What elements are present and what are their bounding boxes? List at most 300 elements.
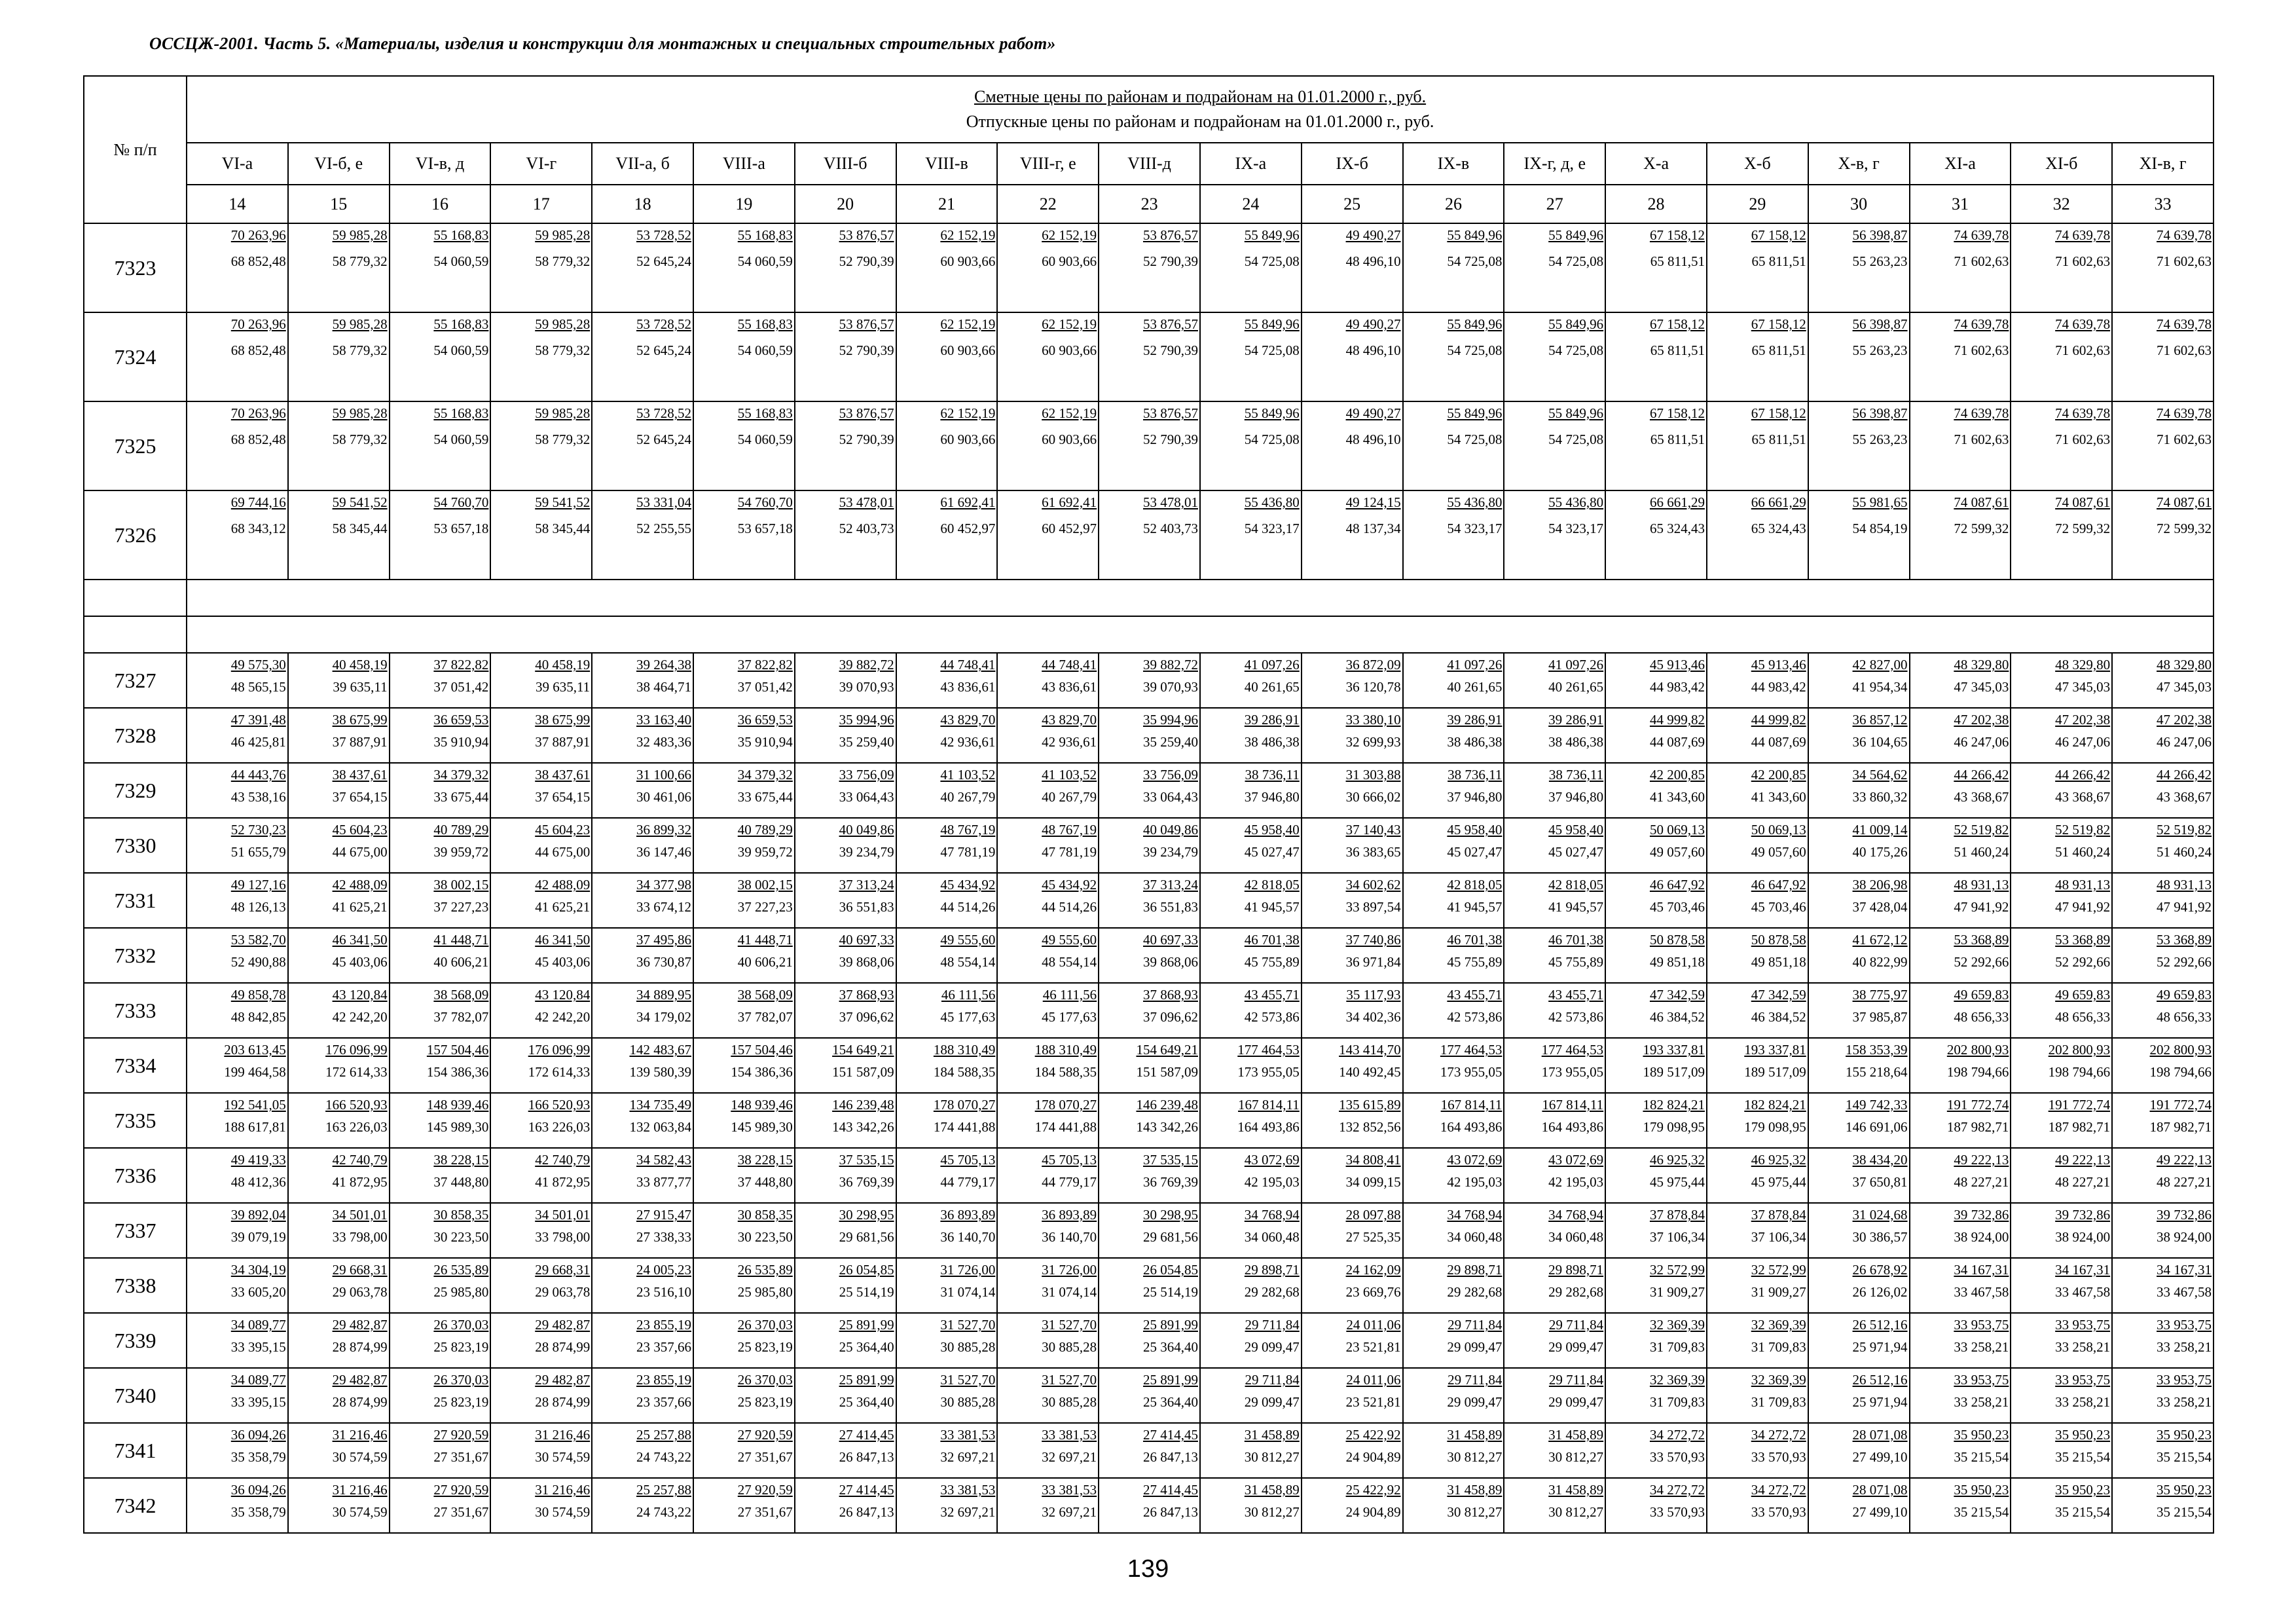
- column-number-header: 33: [2112, 185, 2214, 223]
- estimate-price: 46 111,56: [1042, 987, 1097, 1003]
- release-price: 45 975,44: [1751, 1174, 1806, 1190]
- price-cell: [1808, 1093, 1910, 1148]
- price-cell: [187, 1093, 288, 1148]
- price-cell: [1605, 1038, 1707, 1093]
- estimate-price: 61 692,41: [1042, 494, 1097, 510]
- release-price: 36 551,83: [839, 899, 894, 915]
- release-price: 25 514,19: [1142, 1284, 1198, 1300]
- region-header: X-в, г: [1808, 143, 1910, 185]
- table-row: [84, 873, 2214, 928]
- estimate-price: 74 639,78: [2157, 405, 2212, 421]
- estimate-price: 31 458,89: [1244, 1427, 1300, 1443]
- price-cell: [896, 983, 998, 1038]
- release-price: 25 364,40: [839, 1339, 894, 1355]
- estimate-price: 24 011,06: [1346, 1317, 1401, 1333]
- estimate-price: 29 668,31: [535, 1262, 591, 1278]
- estimate-price: 53 876,57: [839, 227, 894, 243]
- price-cell: [1403, 1478, 1504, 1533]
- release-price: 29 681,56: [839, 1229, 894, 1245]
- estimate-price: 24 011,06: [1346, 1372, 1401, 1388]
- release-price: 37 096,62: [1142, 1009, 1198, 1025]
- estimate-price: 46 647,92: [1649, 877, 1705, 893]
- estimate-price: 74 639,78: [1954, 405, 2009, 421]
- release-price: 37 946,80: [1244, 789, 1300, 805]
- estimate-price: 49 490,27: [1345, 316, 1401, 332]
- release-price: 35 259,40: [839, 734, 894, 750]
- price-cell: [2112, 1038, 2214, 1093]
- estimate-price: 74 639,78: [2055, 227, 2111, 243]
- estimate-price: 53 876,57: [839, 316, 894, 332]
- price-cell: [592, 763, 693, 818]
- price-cell: [1099, 1313, 1200, 1368]
- release-price: 33 570,93: [1751, 1449, 1806, 1465]
- price-table: [83, 75, 2214, 1534]
- release-price: 45 755,89: [1447, 954, 1503, 970]
- estimate-price: 176 096,99: [528, 1042, 591, 1058]
- estimate-price: 43 455,71: [1548, 987, 1604, 1003]
- estimate-price: 67 158,12: [1649, 405, 1705, 421]
- release-price: 37 946,80: [1548, 789, 1604, 805]
- release-price: 36 769,39: [1142, 1174, 1198, 1190]
- release-price: 39 635,11: [535, 679, 591, 695]
- price-cell: [2112, 1093, 2214, 1148]
- estimate-price: 31 458,89: [1548, 1482, 1604, 1498]
- release-price: 52 292,66: [1954, 954, 2009, 970]
- estimate-price: 39 882,72: [1142, 657, 1198, 673]
- estimate-price: 188 310,49: [1034, 1042, 1097, 1058]
- price-cell: [490, 1423, 592, 1478]
- release-price: 48 656,33: [2157, 1009, 2212, 1025]
- release-price: 71 602,63: [2157, 342, 2212, 358]
- price-cell: [288, 1313, 390, 1368]
- estimate-price: 38 775,97: [1852, 987, 1908, 1003]
- release-price: 25 364,40: [1142, 1339, 1198, 1355]
- release-price: 29 282,68: [1244, 1284, 1300, 1300]
- release-price: 44 675,00: [332, 844, 388, 860]
- price-cell: [2011, 1093, 2112, 1148]
- estimate-price: 134 735,49: [629, 1097, 691, 1113]
- price-cell: [1200, 312, 1302, 401]
- price-cell: [1099, 1038, 1200, 1093]
- release-price: 38 486,38: [1548, 734, 1604, 750]
- price-cell: [1099, 401, 1200, 490]
- price-cell: [1099, 312, 1200, 401]
- table-row: [84, 1368, 2214, 1423]
- release-price: 58 779,32: [332, 432, 388, 447]
- estimate-price: 36 872,09: [1345, 657, 1401, 673]
- release-price: 28 874,99: [332, 1339, 388, 1355]
- price-cell: [592, 1258, 693, 1313]
- release-price: 29 099,47: [1244, 1394, 1300, 1410]
- estimate-price: 49 222,13: [2157, 1152, 2212, 1168]
- price-cell: [2011, 1368, 2112, 1423]
- price-cell: [490, 1093, 592, 1148]
- price-cell: [693, 1038, 795, 1093]
- estimate-price: 39 892,04: [230, 1207, 286, 1223]
- estimate-price: 54 760,70: [737, 494, 793, 510]
- price-cell: [1200, 1423, 1302, 1478]
- release-price: 25 823,19: [433, 1339, 489, 1355]
- release-price: 38 924,00: [2157, 1229, 2212, 1245]
- estimate-price: 47 342,59: [1751, 987, 1806, 1003]
- release-price: 30 812,27: [1548, 1449, 1604, 1465]
- estimate-price: 31 303,88: [1345, 767, 1401, 783]
- price-cell: [592, 653, 693, 708]
- price-cell: [795, 1313, 896, 1368]
- estimate-price: 49 222,13: [2055, 1152, 2111, 1168]
- price-cell: [592, 1093, 693, 1148]
- estimate-price: 56 398,87: [1852, 227, 1908, 243]
- estimate-price: 49 659,83: [2157, 987, 2212, 1003]
- price-cell: [1910, 1093, 2011, 1148]
- release-price: 23 669,76: [1345, 1284, 1401, 1300]
- estimate-price: 67 158,12: [1649, 316, 1705, 332]
- release-price: 54 323,17: [1244, 521, 1300, 536]
- price-cell: [997, 1478, 1099, 1533]
- price-cell: [1707, 1038, 1808, 1093]
- row-number: 7333: [84, 983, 187, 1038]
- price-cell: [1200, 928, 1302, 983]
- price-cell: [288, 818, 390, 873]
- price-cell: [1605, 1313, 1707, 1368]
- estimate-price: 55 168,83: [433, 227, 489, 243]
- estimate-price: 34 304,19: [230, 1262, 286, 1278]
- row-number: 7335: [84, 1093, 187, 1148]
- price-cell: [1099, 653, 1200, 708]
- release-price: 31 909,27: [1751, 1284, 1806, 1300]
- release-price: 33 258,21: [2055, 1394, 2111, 1410]
- estimate-price: 45 434,92: [940, 877, 996, 893]
- price-cell: [1910, 873, 2011, 928]
- price-cell: [693, 873, 795, 928]
- release-price: 33 258,21: [2157, 1339, 2212, 1355]
- estimate-price: 148 939,46: [731, 1097, 793, 1113]
- estimate-price: 39 286,91: [1447, 712, 1503, 728]
- estimate-price: 53 876,57: [1142, 227, 1198, 243]
- estimate-price: 167 814,11: [1542, 1097, 1604, 1113]
- estimate-price: 31 024,68: [1852, 1207, 1908, 1223]
- estimate-price: 29 711,84: [1448, 1317, 1503, 1333]
- estimate-price: 28 071,08: [1852, 1482, 1908, 1498]
- release-price: 172 614,33: [528, 1064, 591, 1080]
- release-price: 198 794,66: [1946, 1064, 2009, 1080]
- estimate-price: 40 697,33: [839, 932, 894, 948]
- price-cell: [1808, 928, 1910, 983]
- estimate-price: 34 602,62: [1345, 877, 1401, 893]
- release-price: 60 903,66: [1042, 342, 1097, 358]
- table-row: [84, 818, 2214, 873]
- price-cell: [795, 490, 896, 580]
- price-cell: [2011, 1423, 2112, 1478]
- estimate-price: 37 868,93: [839, 987, 894, 1003]
- price-cell: [2112, 708, 2214, 763]
- empty-cell: [187, 616, 2214, 653]
- price-cell: [1200, 763, 1302, 818]
- price-cell: [288, 490, 390, 580]
- price-cell: [1707, 928, 1808, 983]
- estimate-price: 37 822,82: [433, 657, 489, 673]
- estimate-price: 26 678,92: [1852, 1262, 1908, 1278]
- price-cell: [390, 312, 491, 401]
- estimate-price: 49 858,78: [230, 987, 286, 1003]
- row-number: 7336: [84, 1148, 187, 1203]
- estimate-price: 35 117,93: [1346, 987, 1401, 1003]
- price-cell: [490, 818, 592, 873]
- estimate-price: 29 482,87: [535, 1317, 591, 1333]
- price-cell: [187, 1038, 288, 1093]
- release-price: 48 227,21: [2055, 1174, 2111, 1190]
- price-cell: [1605, 223, 1707, 312]
- estimate-price: 43 072,69: [1244, 1152, 1300, 1168]
- release-price: 38 486,38: [1244, 734, 1300, 750]
- estimate-price: 33 381,53: [940, 1427, 996, 1443]
- release-price: 37 106,34: [1751, 1229, 1806, 1245]
- release-price: 52 403,73: [839, 521, 894, 536]
- estimate-price: 37 535,15: [839, 1152, 894, 1168]
- price-cell: [896, 1258, 998, 1313]
- price-cell: [997, 1093, 1099, 1148]
- estimate-price: 32 369,39: [1751, 1372, 1806, 1388]
- release-price: 45 177,63: [940, 1009, 996, 1025]
- release-price: 47 941,92: [1954, 899, 2009, 915]
- estimate-price: 74 087,61: [1954, 494, 2009, 510]
- estimate-price: 55 849,96: [1548, 405, 1604, 421]
- price-cell: [896, 1368, 998, 1423]
- release-price: 52 790,39: [839, 253, 894, 269]
- price-cell: [2011, 763, 2112, 818]
- table-body-group-a: [84, 223, 2214, 580]
- price-cell: [896, 312, 998, 401]
- price-cell: [1200, 490, 1302, 580]
- estimate-price: 37 878,84: [1751, 1207, 1806, 1223]
- release-price: 39 079,19: [230, 1229, 286, 1245]
- release-price: 49 851,18: [1649, 954, 1705, 970]
- price-cell: [1707, 1203, 1808, 1258]
- price-cell: [1808, 1038, 1910, 1093]
- estimate-price: 35 994,96: [1142, 712, 1198, 728]
- price-cell: [1707, 708, 1808, 763]
- release-price: 30 574,59: [332, 1504, 388, 1520]
- price-cell: [490, 1258, 592, 1313]
- estimate-price: 55 849,96: [1244, 405, 1300, 421]
- estimate-price: 53 368,89: [1954, 932, 2009, 948]
- estimate-price: 203 613,45: [224, 1042, 286, 1058]
- price-cell: [693, 1258, 795, 1313]
- release-price: 54 725,08: [1548, 253, 1604, 269]
- release-price: 27 351,67: [737, 1504, 793, 1520]
- price-cell: [693, 490, 795, 580]
- price-cell: [288, 653, 390, 708]
- price-cell: [2112, 983, 2214, 1038]
- estimate-price: 35 950,23: [2157, 1482, 2212, 1498]
- price-cell: [1605, 708, 1707, 763]
- estimate-price: 70 263,96: [230, 405, 286, 421]
- release-price: 46 247,06: [1954, 734, 2009, 750]
- estimate-price: 30 298,95: [839, 1207, 894, 1223]
- estimate-price: 34 272,72: [1751, 1427, 1806, 1443]
- region-header: IX-г, д, е: [1504, 143, 1605, 185]
- estimate-price: 29 711,84: [1548, 1372, 1604, 1388]
- release-price: 29 099,47: [1244, 1339, 1300, 1355]
- price-cell: [2112, 1203, 2214, 1258]
- estimate-price: 34 089,77: [230, 1317, 286, 1333]
- estimate-price: 146 239,48: [832, 1097, 894, 1113]
- price-cell: [2011, 401, 2112, 490]
- price-cell: [1707, 490, 1808, 580]
- release-price: 37 654,15: [332, 789, 388, 805]
- release-price: 60 903,66: [940, 253, 996, 269]
- price-cell: [795, 708, 896, 763]
- price-cell: [1200, 401, 1302, 490]
- release-price: 27 525,35: [1345, 1229, 1401, 1245]
- release-price: 33 258,21: [2157, 1394, 2212, 1410]
- release-price: 39 070,93: [1142, 679, 1198, 695]
- release-price: 71 602,63: [1954, 342, 2009, 358]
- estimate-price: 38 437,61: [535, 767, 591, 783]
- estimate-price: 41 097,26: [1447, 657, 1503, 673]
- release-price: 60 452,97: [1042, 521, 1097, 536]
- release-price: 39 868,06: [1142, 954, 1198, 970]
- price-cell: [1504, 490, 1605, 580]
- estimate-price: 59 541,52: [332, 494, 388, 510]
- price-cell: [2011, 1038, 2112, 1093]
- estimate-price: 36 893,89: [1042, 1207, 1097, 1223]
- price-cell: [997, 983, 1099, 1038]
- estimate-price: 37 313,24: [1142, 877, 1198, 893]
- region-header: VI-г: [490, 143, 592, 185]
- release-price: 26 847,13: [839, 1504, 894, 1520]
- release-price: 29 063,78: [332, 1284, 388, 1300]
- estimate-price: 49 659,83: [2055, 987, 2111, 1003]
- price-cell: [1808, 1148, 1910, 1203]
- price-cell: [288, 1478, 390, 1533]
- release-price: 48 496,10: [1345, 253, 1401, 269]
- estimate-price: 48 931,13: [1954, 877, 2009, 893]
- release-price: 25 823,19: [433, 1394, 489, 1410]
- estimate-price: 37 535,15: [1142, 1152, 1198, 1168]
- release-price: 33 605,20: [230, 1284, 286, 1300]
- release-price: 198 794,66: [2149, 1064, 2212, 1080]
- estimate-price: 33 381,53: [940, 1482, 996, 1498]
- column-number-header: 27: [1504, 185, 1605, 223]
- release-price: 187 982,71: [2048, 1119, 2111, 1135]
- release-price: 54 725,08: [1447, 432, 1503, 447]
- estimate-price: 45 958,40: [1244, 822, 1300, 838]
- price-cell: [2112, 818, 2214, 873]
- release-price: 27 499,10: [1852, 1504, 1908, 1520]
- release-price: 151 587,09: [1136, 1064, 1198, 1080]
- price-cell: [1302, 223, 1403, 312]
- release-price: 27 351,67: [433, 1449, 489, 1465]
- estimate-price: 34 808,41: [1345, 1152, 1401, 1168]
- price-cell: [490, 1368, 592, 1423]
- column-number-header: 26: [1403, 185, 1504, 223]
- price-cell: [490, 1313, 592, 1368]
- price-cell: [1605, 1203, 1707, 1258]
- release-price: 145 989,30: [426, 1119, 489, 1135]
- price-cell: [896, 1148, 998, 1203]
- release-price: 48 554,14: [940, 954, 996, 970]
- release-price: 179 098,95: [1744, 1119, 1806, 1135]
- price-cell: [693, 1478, 795, 1533]
- estimate-price: 38 437,61: [332, 767, 388, 783]
- estimate-price: 55 168,83: [433, 405, 489, 421]
- release-price: 47 345,03: [2157, 679, 2212, 695]
- estimate-price: 42 200,85: [1751, 767, 1806, 783]
- release-price: 71 602,63: [1954, 432, 2009, 447]
- price-cell: [1504, 1313, 1605, 1368]
- release-price: 47 345,03: [2055, 679, 2111, 695]
- estimate-price: 33 756,09: [1142, 767, 1198, 783]
- price-cell: [1403, 1093, 1504, 1148]
- release-price: 37 227,23: [737, 899, 793, 915]
- price-cell: [1910, 1478, 2011, 1533]
- estimate-price: 31 216,46: [535, 1482, 591, 1498]
- estimate-price: 55 849,96: [1447, 227, 1503, 243]
- region-header: VI-в, д: [390, 143, 491, 185]
- price-cell: [187, 1368, 288, 1423]
- estimate-price: 74 639,78: [2157, 316, 2212, 332]
- release-price: 51 460,24: [1954, 844, 2009, 860]
- price-cell: [1910, 708, 2011, 763]
- estimate-price: 23 855,19: [636, 1317, 691, 1333]
- price-cell: [390, 1423, 491, 1478]
- release-price: 60 903,66: [940, 432, 996, 447]
- release-price: 55 263,23: [1852, 432, 1908, 447]
- release-price: 189 517,09: [1744, 1064, 1806, 1080]
- release-price: 164 493,86: [1440, 1119, 1503, 1135]
- release-price: 49 057,60: [1649, 844, 1705, 860]
- price-cell: [2011, 1258, 2112, 1313]
- estimate-price: 158 353,39: [1846, 1042, 1908, 1058]
- estimate-price: 55 981,65: [1852, 494, 1908, 510]
- estimate-price: 30 858,35: [433, 1207, 489, 1223]
- estimate-price: 178 070,27: [933, 1097, 996, 1113]
- release-price: 65 811,51: [1650, 342, 1705, 358]
- region-header: X-а: [1605, 143, 1707, 185]
- estimate-price: 62 152,19: [1042, 227, 1097, 243]
- price-cell: [1200, 873, 1302, 928]
- release-price: 37 887,91: [535, 734, 591, 750]
- price-cell: [592, 490, 693, 580]
- row-number: 7324: [84, 312, 187, 401]
- release-price: 42 242,20: [332, 1009, 388, 1025]
- estimate-price: 44 999,82: [1751, 712, 1806, 728]
- price-cell: [1910, 928, 2011, 983]
- price-cell: [1302, 983, 1403, 1038]
- price-cell: [1200, 223, 1302, 312]
- release-price: 72 599,32: [1954, 521, 2009, 536]
- estimate-price: 43 120,84: [535, 987, 591, 1003]
- price-cell: [1605, 1423, 1707, 1478]
- estimate-price: 31 216,46: [535, 1427, 591, 1443]
- price-cell: [795, 928, 896, 983]
- release-price: 32 697,21: [940, 1449, 996, 1465]
- estimate-price: 31 100,66: [636, 767, 691, 783]
- estimate-price: 28 071,08: [1852, 1427, 1908, 1443]
- release-price: 25 823,19: [737, 1339, 793, 1355]
- price-cell: [2112, 490, 2214, 580]
- price-cell: [1200, 1478, 1302, 1533]
- price-cell: [288, 1038, 390, 1093]
- release-price: 55 263,23: [1852, 253, 1908, 269]
- price-cell: [896, 708, 998, 763]
- price-cell: [997, 1148, 1099, 1203]
- release-price: 23 357,66: [636, 1339, 691, 1355]
- release-price: 71 602,63: [2157, 253, 2212, 269]
- price-cell: [693, 653, 795, 708]
- release-price: 33 570,93: [1751, 1504, 1806, 1520]
